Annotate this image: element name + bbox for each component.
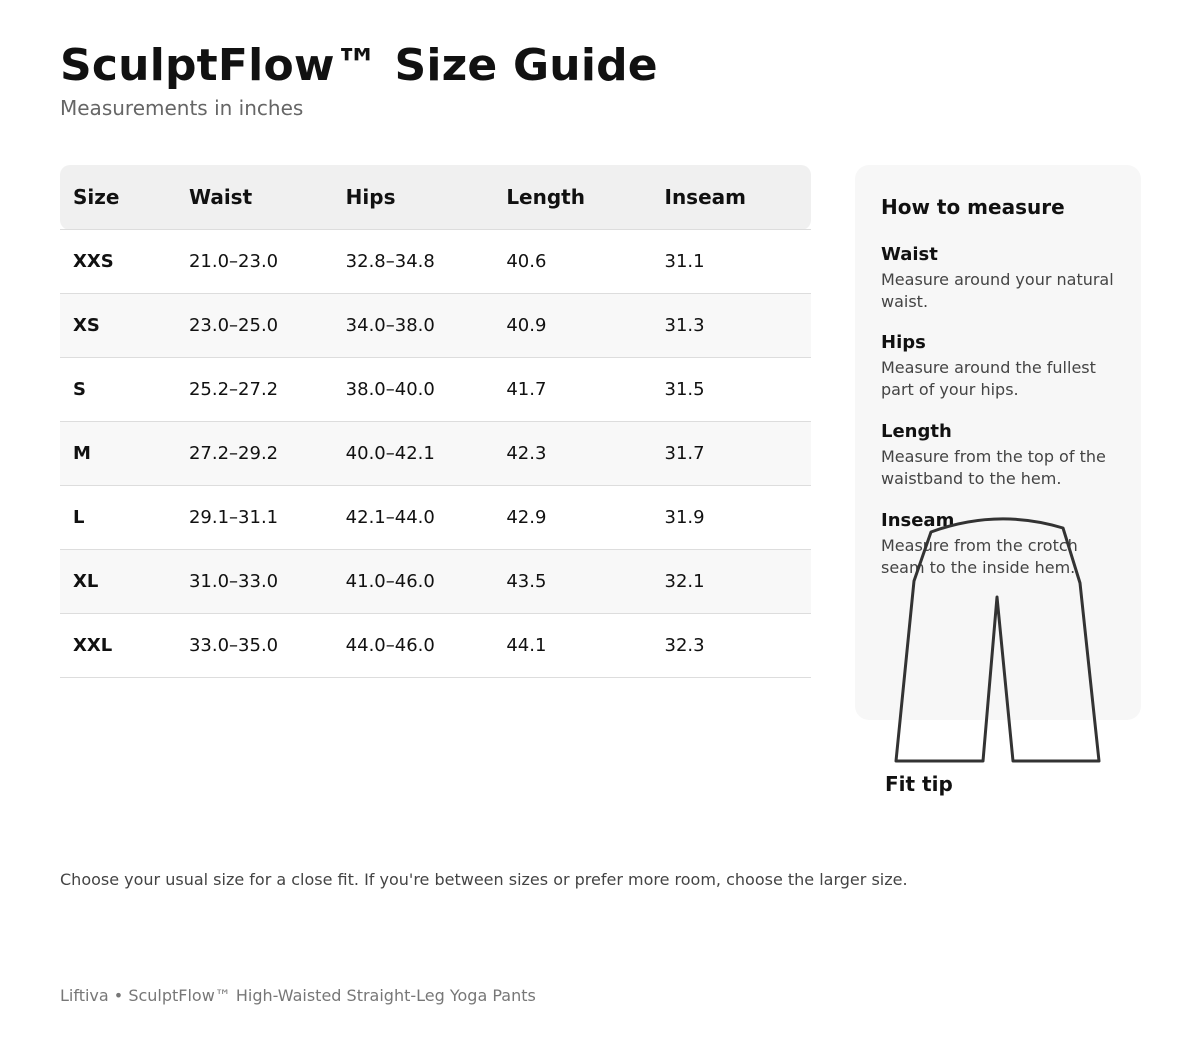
size-cell: XS xyxy=(60,294,176,358)
inseam-cell: 31.3 xyxy=(652,294,812,358)
waist-cell: 25.2–27.2 xyxy=(176,358,333,422)
inseam-cell: 31.1 xyxy=(652,230,812,294)
measure-item-hips xyxy=(881,332,1121,401)
measure-item-length xyxy=(881,421,1121,490)
column-header-hips: Hips xyxy=(333,165,494,230)
column-header-waist: Waist xyxy=(176,165,333,230)
hips-cell: 38.0–40.0 xyxy=(333,358,494,422)
measure-item-waist xyxy=(881,244,1121,313)
hips-cell: 41.0–46.0 xyxy=(333,550,494,614)
waist-cell: 29.1–31.1 xyxy=(176,486,333,550)
measure-label: Hips xyxy=(881,332,926,353)
panel-title: How to measure xyxy=(881,195,1065,219)
measure-description: Measure from the crotch seam to the inside hem. xyxy=(881,536,1078,577)
hips-cell: 44.0–46.0 xyxy=(333,614,494,678)
fit-tip-title: Fit tip xyxy=(885,772,953,796)
length-cell: 42.9 xyxy=(493,486,651,550)
column-header-size: Size xyxy=(60,165,176,230)
table-row xyxy=(60,550,811,614)
table-row xyxy=(60,294,811,358)
inseam-cell: 31.9 xyxy=(652,486,812,550)
length-cell: 43.5 xyxy=(493,550,651,614)
size-cell: S xyxy=(60,358,176,422)
waist-cell: 31.0–33.0 xyxy=(176,550,333,614)
table-header-row xyxy=(60,165,811,230)
column-header-inseam: Inseam xyxy=(652,165,812,230)
length-cell: 41.7 xyxy=(493,358,651,422)
inseam-cell: 32.3 xyxy=(652,614,812,678)
hips-cell: 32.8–34.8 xyxy=(333,230,494,294)
waist-cell: 27.2–29.2 xyxy=(176,422,333,486)
hips-cell: 42.1–44.0 xyxy=(333,486,494,550)
waist-cell: 33.0–35.0 xyxy=(176,614,333,678)
fit-tip-text: Choose your usual size for a close fit. If you're between sizes or prefer more room, choose the larger size. xyxy=(60,870,908,889)
waist-cell: 21.0–23.0 xyxy=(176,230,333,294)
page-subtitle: Measurements in inches xyxy=(60,96,304,120)
measure-label: Length xyxy=(881,421,952,442)
table-row xyxy=(60,486,811,550)
pants-outline-icon xyxy=(885,505,1115,770)
size-cell: XXL xyxy=(60,614,176,678)
inseam-cell: 31.7 xyxy=(652,422,812,486)
size-cell: M xyxy=(60,422,176,486)
size-cell: L xyxy=(60,486,176,550)
footer-text: Liftiva • SculptFlow™ High-Waisted Straight-Leg Yoga Pants xyxy=(60,986,536,1005)
table-row xyxy=(60,614,811,678)
inseam-cell: 32.1 xyxy=(652,550,812,614)
measure-description: Measure from the top of the waistband to the hem. xyxy=(881,447,1106,488)
page-title: SculptFlow™ Size Guide xyxy=(60,40,658,91)
length-cell: 42.3 xyxy=(493,422,651,486)
size-cell: XL xyxy=(60,550,176,614)
measure-description: Measure around the fullest part of your hips. xyxy=(881,358,1096,399)
length-cell: 40.6 xyxy=(493,230,651,294)
size-table xyxy=(60,165,811,678)
length-cell: 40.9 xyxy=(493,294,651,358)
inseam-cell: 31.5 xyxy=(652,358,812,422)
waist-cell: 23.0–25.0 xyxy=(176,294,333,358)
size-cell: XXS xyxy=(60,230,176,294)
hips-cell: 40.0–42.1 xyxy=(333,422,494,486)
measure-description: Measure around your natural waist. xyxy=(881,270,1114,311)
measure-label: Waist xyxy=(881,244,938,265)
length-cell: 44.1 xyxy=(493,614,651,678)
hips-cell: 34.0–38.0 xyxy=(333,294,494,358)
column-header-length: Length xyxy=(493,165,651,230)
table-row xyxy=(60,422,811,486)
measure-label: Inseam xyxy=(881,510,955,531)
table-row xyxy=(60,358,811,422)
table-row xyxy=(60,230,811,294)
